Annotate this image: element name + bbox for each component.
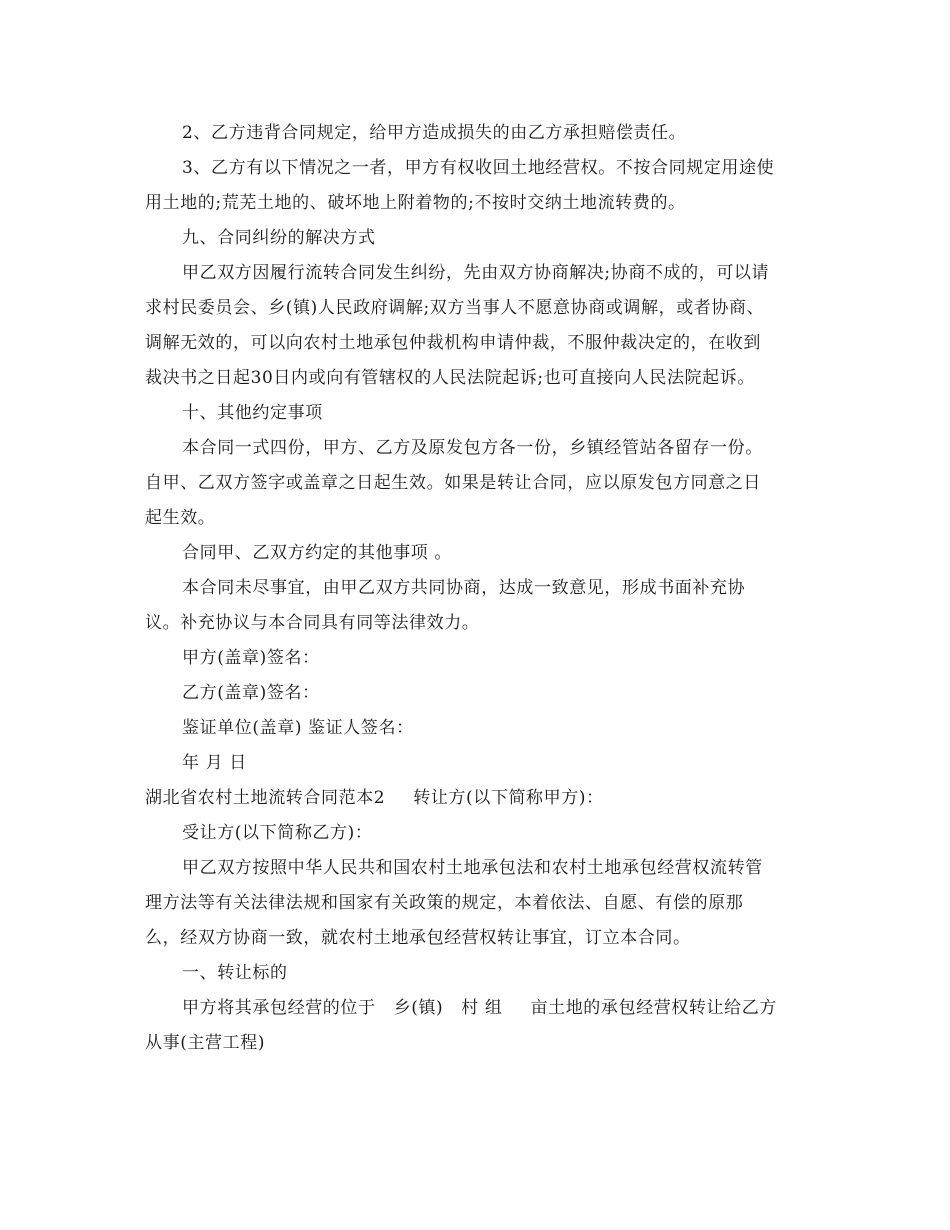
paragraph-line: 议。补充协议与本合同具有同等法律效力。 xyxy=(145,613,480,633)
transferor-label: 转让方(以下简称甲方)： xyxy=(413,788,604,808)
paragraph-line: 求村民委员会、乡(镇)人民政府调解;双方当事人不愿意协商或调解，或者协商、 xyxy=(145,298,765,318)
party-a-signature: 甲方(盖章)签名： xyxy=(182,648,320,668)
template-title-line xyxy=(145,781,809,816)
paragraph-line: 用土地的;荒芜土地的、破坏地上附着物的;不按时交纳土地流转费的。 xyxy=(145,193,686,213)
paragraph-line: 理方法等有关法律法规和国家有关政策的规定，本着依法、自愿、有偿的原那 xyxy=(145,893,744,913)
paragraph-line: 甲乙双方按照中华人民共和国农村土地承包法和农村土地承包经营权流转管 xyxy=(182,858,763,878)
paragraph-line: 裁决书之日起30日内或向有管辖权的人民法院起诉;也可直接向人民法院起诉。 xyxy=(145,368,755,388)
subject-part: 亩土地的承包经营权转让给乙方 xyxy=(530,998,777,1018)
clause-item-3: 3、乙方有以下情况之一者，甲方有权收回土地经营权。不按合同规定用途使 xyxy=(182,158,775,178)
paragraph-line: 本合同未尽事宜，由甲乙双方共同协商，达成一致意见，形成书面补充协 xyxy=(182,578,746,598)
subject-line xyxy=(145,991,809,1026)
paragraph-line: 自甲、乙双方签字或盖章之日起生效。如果是转让合同，应以原发包方同意之日 xyxy=(145,473,761,493)
verification-signature: 鉴证单位(盖章) 鉴证人签名： xyxy=(182,718,414,738)
paragraph-line: 合同甲、乙双方约定的其他事项 。 xyxy=(182,543,453,563)
paragraph-line: 本合同一式四份，甲方、乙方及原发包方各一份，乡镇经管站各留存一份。 xyxy=(182,438,763,458)
township-blank: 乡(镇) xyxy=(393,998,444,1018)
paragraph-line: 么，经双方协商一致，就农村土地承包经营权转让事宜，订立本合同。 xyxy=(145,928,691,948)
village-group-blank: 村 组 xyxy=(461,998,503,1018)
paragraph-line: 从事(主营工程) xyxy=(145,1033,266,1053)
paragraph-line: 起生效。 xyxy=(145,508,216,528)
paragraph-line: 调解无效的，可以向农村土地承包仲裁机构申请仲裁，不服仲裁决定的，在收到 xyxy=(145,333,761,353)
document-body xyxy=(145,116,809,1061)
clause-item-2: 2、乙方违背合同规定，给甲方造成损失的由乙方承担赔偿责任。 xyxy=(182,123,687,143)
section-heading-dispute: 九、合同纠纷的解决方式 xyxy=(182,228,376,248)
template-title: 湖北省农村土地流转合同范本2 xyxy=(145,788,386,808)
transferee-label: 受让方(以下简称乙方)： xyxy=(182,823,373,843)
subject-part: 甲方将其承包经营的位于 xyxy=(182,998,376,1018)
section-heading-subject: 一、转让标的 xyxy=(182,963,288,983)
section-heading-other: 十、其他约定事项 xyxy=(182,403,323,423)
paragraph-line: 甲乙双方因履行流转合同发生纠纷，先由双方协商解决;协商不成的，可以请 xyxy=(182,263,770,283)
date-line: 年 月 日 xyxy=(182,753,247,773)
party-b-signature: 乙方(盖章)签名： xyxy=(182,683,320,703)
